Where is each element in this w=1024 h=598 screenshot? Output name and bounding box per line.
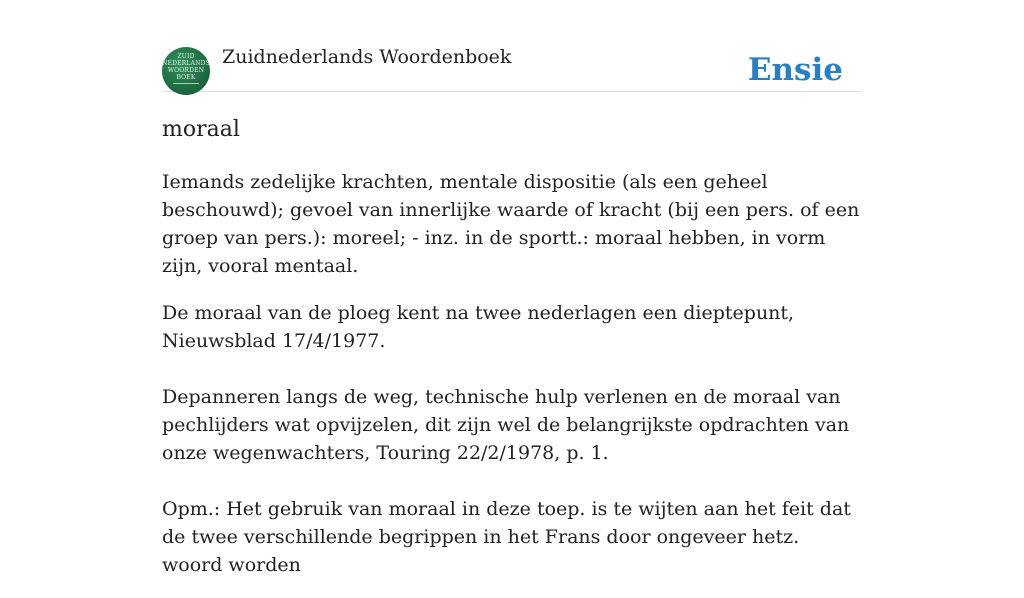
logo-line: BOEK [176, 74, 196, 81]
logo-rule [173, 83, 199, 84]
logo-line: NEDERLANDS [162, 60, 210, 67]
logo-line: WOORDEN [167, 67, 205, 74]
entry-definition: Iemands zedelijke krachten, mentale dispositie (als een geheel beschouwd); gevoel van innerlijke waarde of kracht (bij een pers. of een groep van pers.): moreel; - inz. in de sportt.: moraal hebben, in vorm zijn, vooral mentaal. [162, 171, 860, 277]
entry-example: Depanneren langs de weg, technische hulp verlenen en de moraal van pechlijders wat opvijzelen, dit zijn wel de belangrijkste opdrachten van onze wegenwachters, Touring 22/2/1978, p. 1. [162, 386, 850, 464]
entry-headword: moraal [162, 117, 240, 142]
logo-line: ZUID [177, 53, 195, 60]
site-header [162, 44, 862, 92]
entry-example: De moraal van de ploeg kent na twee nederlagen een dieptepunt, Nieuwsblad 17/4/1977. [162, 302, 795, 352]
entry-note: Opm.: Het gebruik van moraal in deze toep. is te wijten aan het feit dat de twee verschillende begrippen in het Frans door ongeveer hetz. woord worden [162, 498, 851, 576]
logo-text [162, 53, 210, 84]
ensie-brand-link[interactable]: Ensie [747, 52, 843, 88]
dictionary-logo[interactable] [162, 47, 210, 95]
site-title-link[interactable]: Zuidnederlands Woordenboek [222, 46, 512, 68]
entry-content [162, 168, 862, 598]
